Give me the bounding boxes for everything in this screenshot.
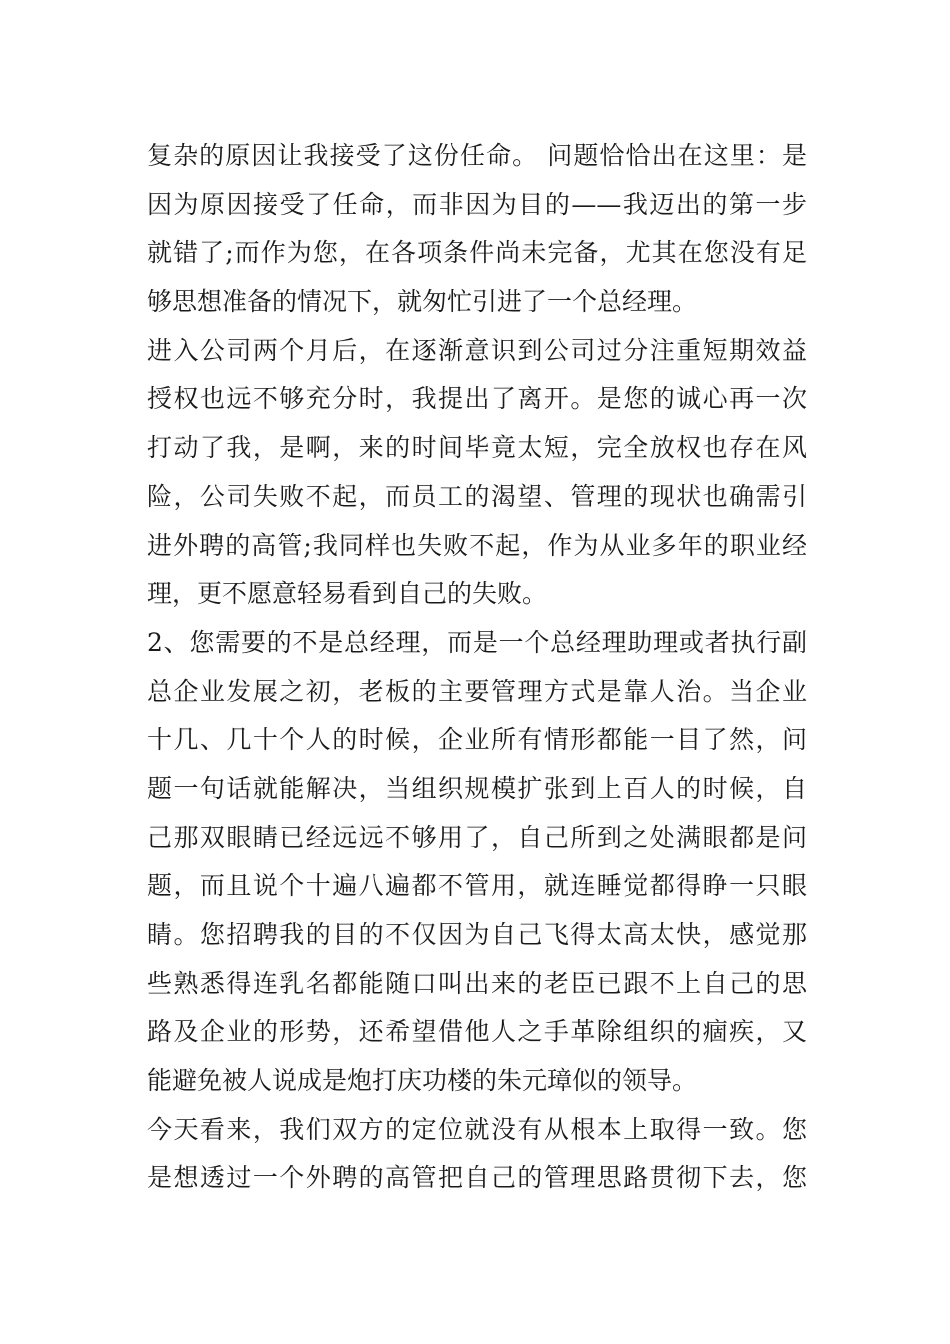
text-line: 进外聘的高管;我同样也失败不起，作为从业多年的职业经 [147, 530, 807, 560]
paragraph-1 [147, 132, 807, 327]
text-line: 总企业发展之初，老板的主要管理方式是靠人治。当企业 [147, 676, 807, 706]
text-line: 理，更不愿意轻易看到自己的失败。 [147, 579, 548, 609]
text-line: 是想透过一个外聘的高管把自己的管理思路贯彻下去，您 [147, 1163, 807, 1193]
text-line: 能避免被人说成是炮打庆功楼的朱元璋似的领导。 [147, 1066, 698, 1096]
text-line: 睛。您招聘我的目的不仅因为自己飞得太高太快，感觉那 [147, 920, 807, 949]
text-line: 路及企业的形势，还希望借他人之手革除组织的痼疾，又 [147, 1017, 807, 1047]
text-line: 题，而且说个十遍八遍都不管用，就连睡觉都得睁一只眼 [147, 871, 807, 901]
text-line: 题一句话就能解决，当组织规模扩张到上百人的时候，自 [147, 773, 807, 803]
text-line: 险，公司失败不起，而员工的渴望、管理的现状也确需引 [147, 481, 807, 511]
text-line: 够思想准备的情况下，就匆忙引进了一个总经理。 [147, 287, 698, 317]
text-line: 打动了我，是啊，来的时间毕竟太短，完全放权也存在风 [147, 433, 807, 463]
paragraph-4 [147, 1106, 807, 1203]
text-line: 今天看来，我们双方的定位就没有从根本上取得一致。您 [147, 1114, 807, 1144]
text-line: 己那双眼睛已经远远不够用了，自己所到之处满眼都是问 [147, 822, 807, 852]
text-line: 十几、几十个人的时候，企业所有情形都能一目了然，问 [147, 725, 807, 755]
text-line: 授权也远不够充分时，我提出了离开。是您的诚心再一次 [147, 384, 807, 414]
text-line: 2、您需要的不是总经理，而是一个总经理助理或者执行副 [147, 627, 807, 657]
text-line: 就错了;而作为您，在各项条件尚未完备，尤其在您没有足 [147, 238, 807, 268]
text-line: 因为原因接受了任命，而非因为目的——我迈出的第一步 [147, 189, 807, 219]
text-line: 进入公司两个月后，在逐渐意识到公司过分注重短期效益 [147, 335, 807, 365]
text-line: 些熟悉得连乳名都能随口叫出来的老臣已跟不上自己的思 [147, 968, 807, 998]
paragraph-2 [147, 327, 807, 619]
document-body [147, 132, 807, 1203]
text-line: 复杂的原因让我接受了这份任命。 问题恰恰出在这里：是 [147, 141, 807, 170]
paragraph-3 [147, 619, 807, 1106]
